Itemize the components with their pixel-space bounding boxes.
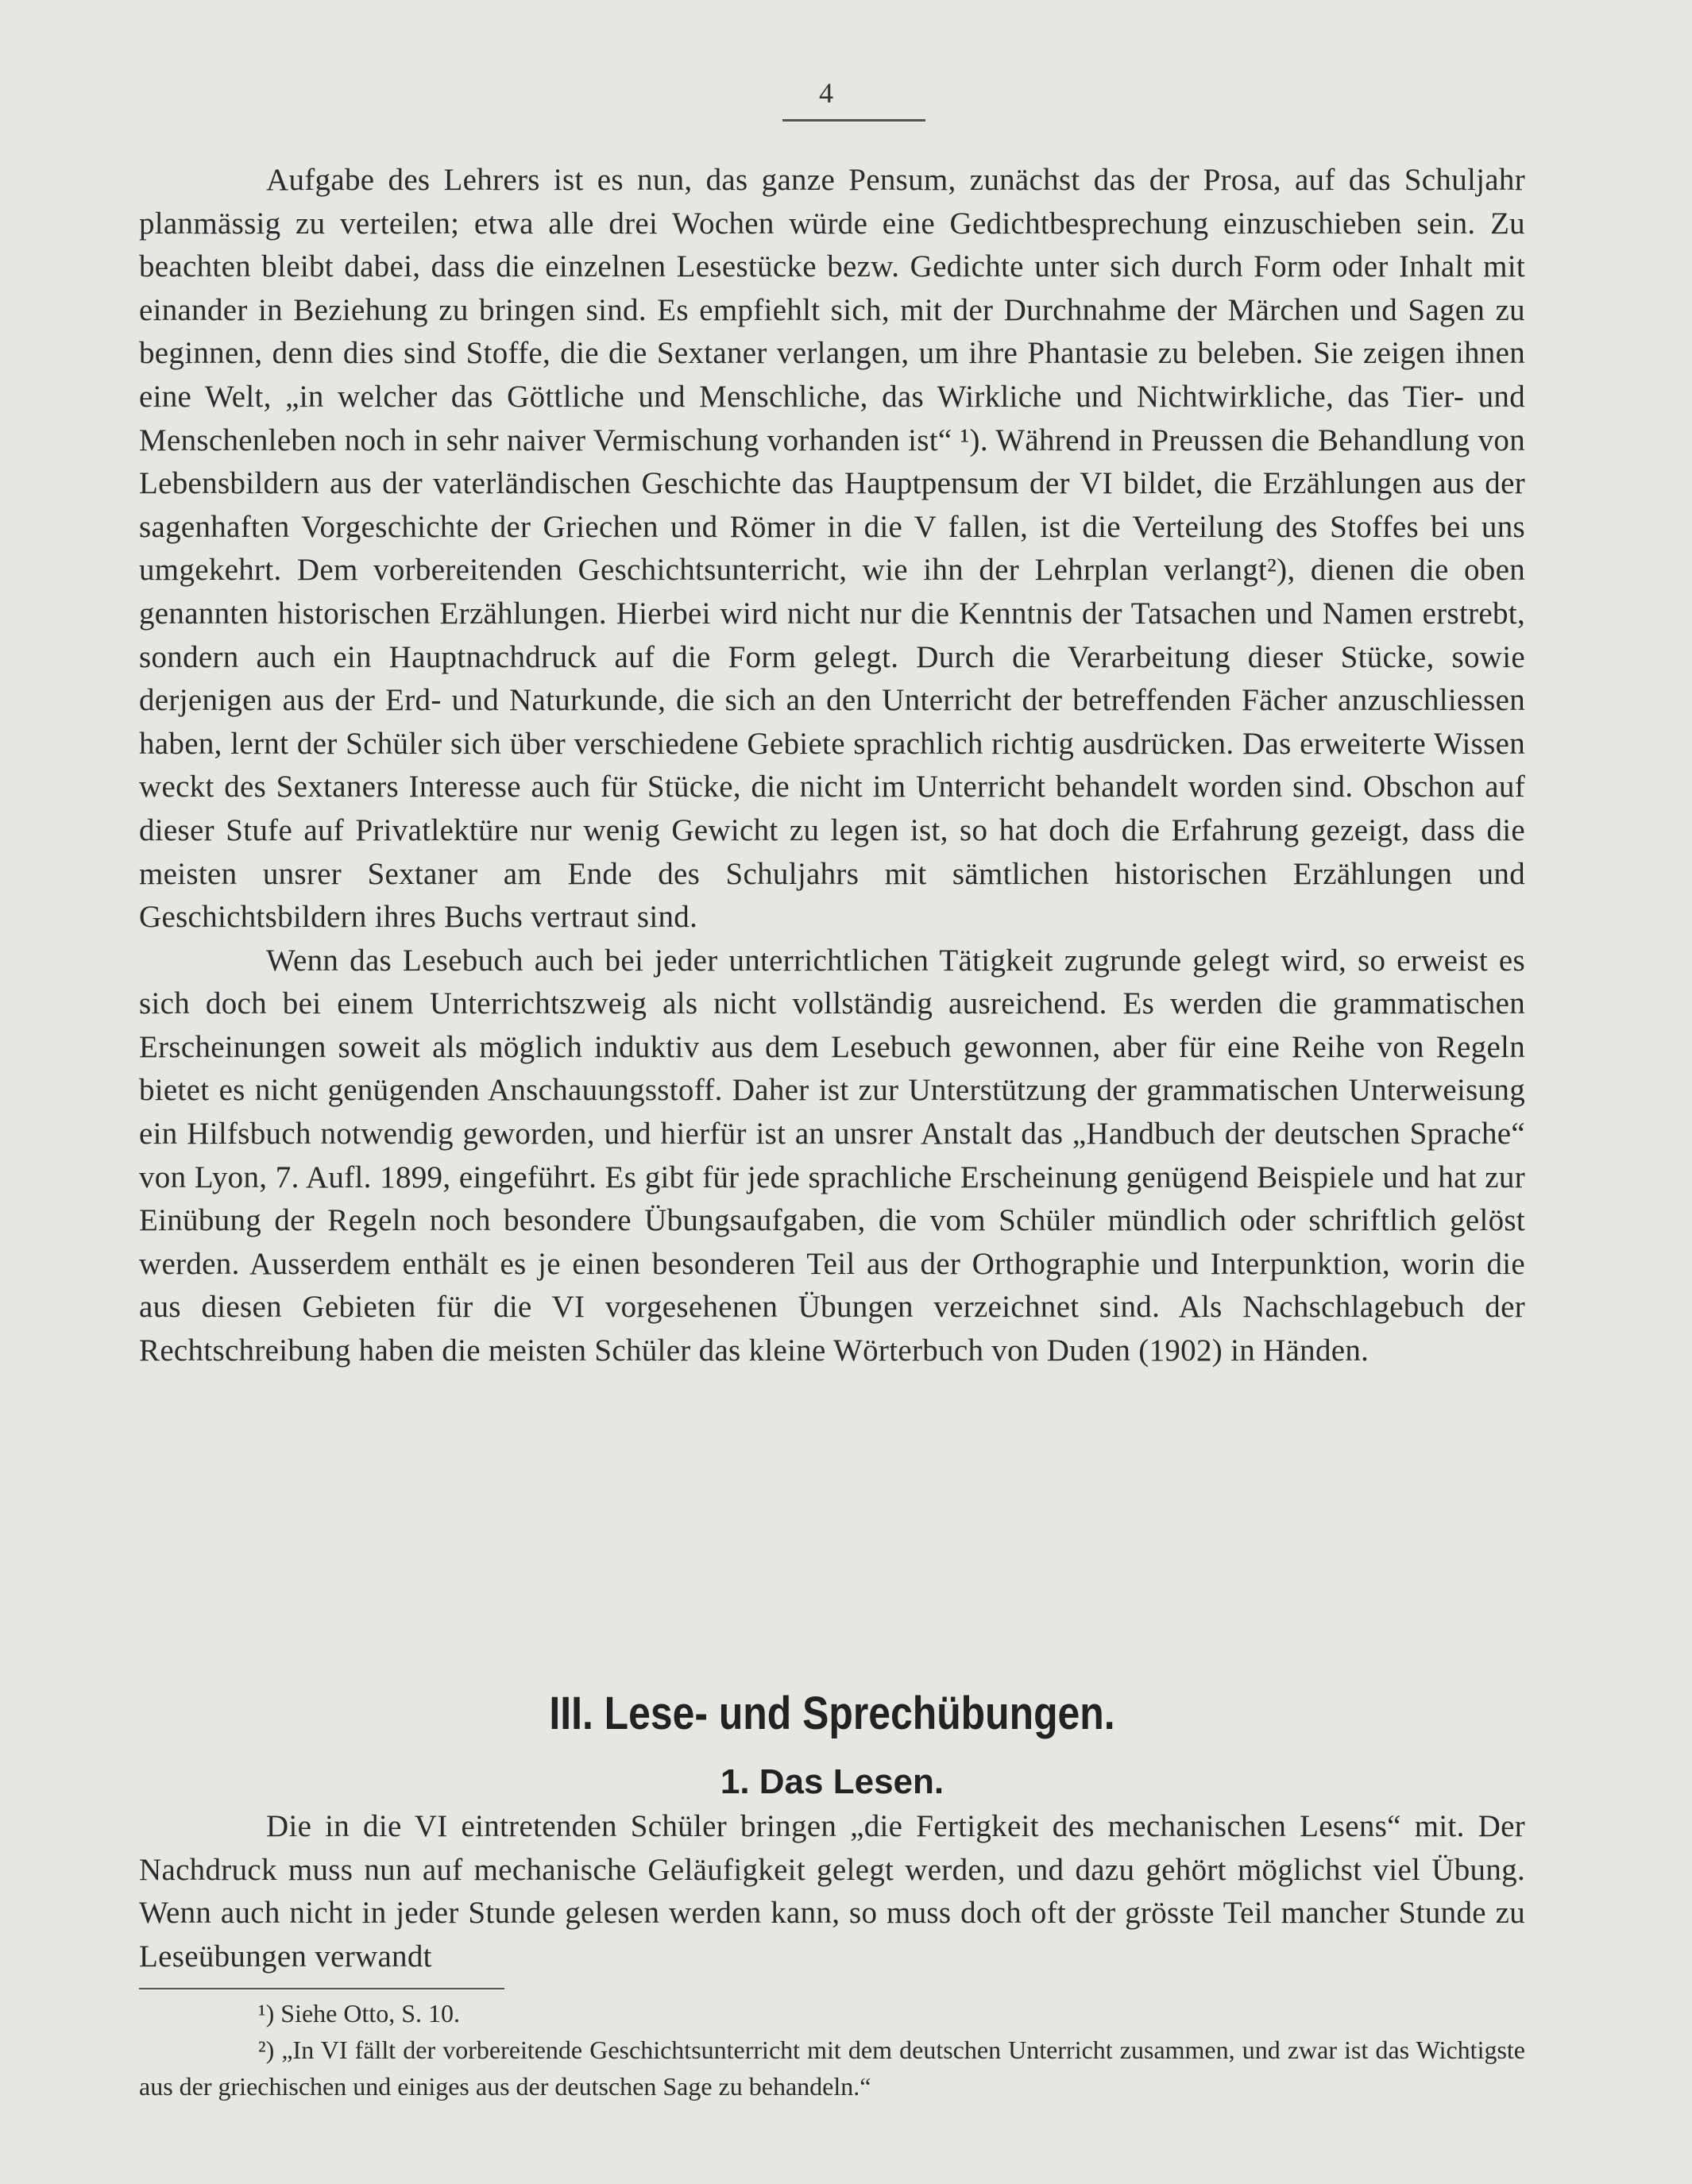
main-body-text: [139, 159, 1525, 1373]
section-heading: III. Lese- und Sprechübungen.: [549, 1688, 1115, 1739]
footnote-1: ¹) Siehe Otto, S. 10.: [258, 1999, 461, 2028]
page-number-rule: [782, 119, 925, 122]
paragraph-das-lesen: Die in die VI eintretenden Schüler bringen „die Fertigkeit des mechanischen Lesens“ mit. Der Nachdruck muss nun auf mechanische Geläufigkeit gelegt werden, und dazu gehört möglichst viel Übung. Wenn auch nicht in jeder Stunde gelesen werden kann, so muss doch oft der grösste Teil mancher Stunde zu Leseübungen verwandt: [139, 1809, 1525, 1974]
subsection-heading: 1. Das Lesen.: [720, 1762, 945, 1801]
paragraph-lesebuch: Wenn das Lesebuch auch bei jeder unterrichtlichen Tätigkeit zugrunde gelegt wird, so erweist es sich doch bei einem Unterrichtszweig als nicht vollständig ausreichend. Es werden die grammatischen Erscheinungen soweit als möglich induktiv aus dem Lesebuch gewonnen, aber für eine Reihe von Regeln bietet es nicht genügenden Anschauungsstoff. Daher ist zur Unterstützung der grammatischen Unterweisung ein Hilfsbuch notwendig geworden, und hierfür ist an unsrer Anstalt das „Handbuch der deutschen Sprache“ von Lyon, 7. Aufl. 1899, eingeführt. Es gibt für jede sprachliche Erscheinung genügend Beispiele und hat zur Einübung der Regeln noch besondere Übungsaufgaben, die vom Schüler mündlich oder schriftlich gelöst werden. Ausserdem enthält es je einen besonderen Teil aus der Orthographie und Interpunktion, worin die aus diesen Gebieten für die VI vorgesehenen Übungen verzeichnet sind. Als Nachschlagebuch der Rechtschreibung haben die meisten Schüler das kleine Wörterbuch von Duden (1902) in Händen.: [139, 943, 1525, 1368]
page-number: 4: [819, 77, 833, 109]
footnotes: [139, 1995, 1525, 2105]
reading-section-text: [139, 1805, 1525, 1978]
footnote-divider: [139, 1988, 504, 1989]
paragraph-lesestuecke: Aufgabe des Lehrers ist es nun, das ganze Pensum, zunächst das der Prosa, auf das Schuljahr planmässig zu verteilen; etwa alle drei Wochen würde eine Gedichtbesprechung einzuschieben sein. Zu beachten bleibt dabei, dass die einzelnen Lesestücke bezw. Gedichte unter sich durch Form oder Inhalt mit einander in Beziehung zu bringen sind. Es empfiehlt sich, mit der Durchnahme der Märchen und Sagen zu beginnen, denn dies sind Stoffe, die die Sextaner verlangen, um ihre Phantasie zu beleben. Sie zeigen ihnen eine Welt, „in welcher das Göttliche und Menschliche, das Wirkliche und Nichtwirkliche, das Tier- und Menschenleben noch in sehr naiver Vermischung vorhanden ist“ ¹). Während in Preussen die Behandlung von Lebensbildern aus der vaterländischen Geschichte das Hauptpensum der VI bildet, die Erzählungen aus der sagenhaften Vorgeschichte der Griechen und Römer in die V fallen, ist die Verteilung des Stoffes bei uns umgekehrt. Dem vorbereitenden Geschichtsunterricht, wie ihn der Lehrplan verlangt²), dienen die oben genannten historischen Erzählungen. Hierbei wird nicht nur die Kenntnis der Tatsachen und Namen erstrebt, sondern auch ein Hauptnachdruck auf die Form gelegt. Durch die Verarbeitung dieser Stücke, sowie derjenigen aus der Erd- und Naturkunde, die sich an den Unterricht der betreffenden Fächer anzuschliessen haben, lernt der Schüler sich über verschiedene Gebiete sprachlich richtig ausdrücken. Das erweiterte Wissen weckt des Sextaners Interesse auch für Stücke, die nicht im Unterricht behandelt worden sind. Obschon auf dieser Stufe auf Privatlektüre nur wenig Gewicht zu legen ist, so hat doch die Erfahrung gezeigt, dass die meisten unsrer Sextaner am Ende des Schuljahrs mit sämtlichen historischen Erzählungen und Geschichtsbildern ihres Buchs vertraut sind.: [139, 163, 1525, 935]
footnote-2: ²) „In VI fällt der vorbereitende Geschichtsunterricht mit dem deutschen Unterricht zusammen, und zwar ist das Wichtigste aus der griechischen und einiges aus der deutschen Sage zu behandeln.“: [139, 2035, 1525, 2101]
